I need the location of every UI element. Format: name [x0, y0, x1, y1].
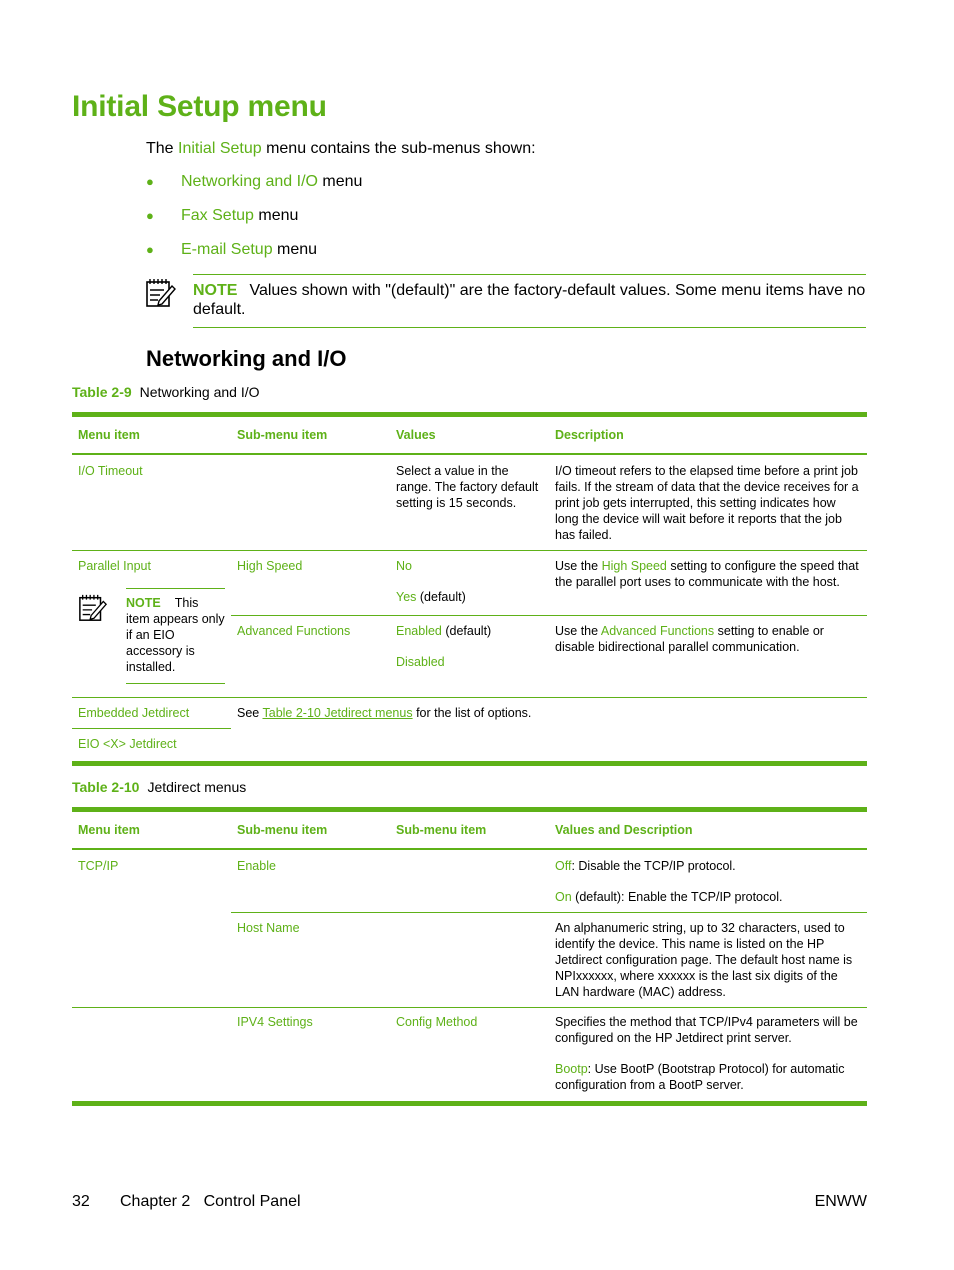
value-disabled[interactable]: Disabled: [396, 654, 445, 669]
note-label: NOTE: [193, 282, 238, 299]
caption-text: Jetdirect menus: [147, 779, 247, 795]
link-networking-io[interactable]: Networking and I/O: [181, 173, 318, 190]
col-header: Sub-menu item: [231, 415, 390, 455]
desc-pre: Use the: [555, 623, 601, 638]
bullet-suffix: menu: [317, 173, 363, 190]
cell-values: Select a value in the range. The factory default setting is 15 seconds.: [390, 454, 549, 551]
intro-pre: The: [146, 140, 179, 157]
col-header: Menu item: [72, 810, 231, 850]
table2-caption: [72, 779, 246, 795]
col-header: Sub-menu item: [390, 810, 549, 850]
table1-caption: [72, 384, 260, 400]
cell-description: [549, 1008, 867, 1104]
link-high-speed-desc[interactable]: High Speed: [601, 559, 667, 573]
list-item: [146, 207, 362, 241]
value-yes[interactable]: Yes: [396, 590, 417, 604]
intro-link-initial-setup[interactable]: Initial Setup: [178, 140, 262, 157]
col-header: Values: [390, 415, 549, 455]
bullet-icon: ●: [146, 208, 154, 223]
off-desc: : Disable the TCP/IP protocol.: [571, 859, 736, 873]
value-no[interactable]: No: [396, 559, 412, 573]
note-text: This item appears only if an EIO accessory is installed.: [126, 596, 225, 674]
value-enabled[interactable]: Enabled: [396, 623, 442, 638]
link-fax-setup[interactable]: Fax Setup: [181, 207, 254, 224]
col-header: Sub-menu item: [231, 810, 390, 850]
value-on[interactable]: On: [555, 890, 572, 904]
link-embedded-jetdirect[interactable]: Embedded Jetdirect: [78, 706, 190, 720]
link-enable[interactable]: Enable: [237, 859, 276, 873]
caption-text: Networking and I/O: [139, 384, 260, 400]
bullet-suffix: menu: [272, 241, 318, 258]
link-email-setup[interactable]: E-mail Setup: [181, 241, 273, 258]
link-eio-jetdirect[interactable]: EIO <X> Jetdirect: [78, 737, 177, 751]
table-row: [72, 551, 867, 616]
cell-description: I/O timeout refers to the elapsed time before a print job fails. If the stream of data that the device receives for a print job gets interrupted, this setting indicates how long the device will wait before it reports that the job has failed.: [549, 454, 867, 551]
table-row: [72, 698, 867, 729]
note-label: NOTE: [126, 596, 161, 610]
table-jetdirect-menus: [72, 807, 867, 1106]
col-header: Menu item: [72, 415, 231, 455]
cell-description: [549, 551, 867, 616]
col-header: Description: [549, 415, 867, 455]
note-icon: [78, 593, 108, 627]
link-high-speed[interactable]: High Speed: [237, 559, 303, 573]
link-tcpip[interactable]: TCP/IP: [78, 859, 119, 873]
on-desc: (default): Enable the TCP/IP protocol.: [571, 890, 783, 904]
bootp-desc: : Use BootP (Bootstrap Protocol) for automatic configuration from a BootP server.: [555, 1062, 845, 1092]
table-row: [72, 729, 867, 764]
caption-label: Table 2-9: [72, 384, 132, 400]
table-row: [72, 1008, 867, 1104]
desc-post: setting to configure the speed that the parallel port uses to communicate with the host.: [555, 559, 859, 589]
see-post: for the list of options.: [412, 706, 532, 720]
col-header: Values and Description: [549, 810, 867, 850]
section-title: Networking and I/O: [146, 346, 347, 371]
bullet-suffix: menu: [253, 207, 299, 224]
bullet-icon: ●: [146, 174, 154, 189]
intro-post: menu contains the sub-menus shown:: [261, 140, 536, 157]
cell-see-also: [231, 698, 867, 729]
note-text: Values shown with "(default)" are the factory-default values. Some menu items have no default.: [193, 282, 866, 318]
link-config-method[interactable]: Config Method: [396, 1015, 478, 1029]
desc-post: setting to enable or disable bidirectional parallel communication.: [555, 623, 824, 654]
bullet-icon: ●: [146, 242, 154, 257]
intro-paragraph: [146, 140, 536, 158]
note-box: [193, 274, 866, 328]
list-item: [146, 241, 362, 275]
value-off[interactable]: Off: [555, 859, 572, 873]
parallel-note: [126, 588, 225, 684]
table-row: [72, 849, 867, 913]
table-row: [72, 454, 867, 551]
link-ipv4-settings[interactable]: IPV4 Settings: [237, 1015, 313, 1029]
submenu-list: [146, 173, 362, 275]
cell-description: [549, 615, 867, 697]
table-networking-io: [72, 412, 867, 766]
desc-pre: Use the: [555, 559, 602, 573]
link-advanced-functions[interactable]: Advanced Functions: [237, 623, 351, 638]
link-advanced-functions-desc[interactable]: Advanced Functions: [600, 623, 715, 638]
caption-label: Table 2-10: [72, 779, 140, 795]
page-title: Initial Setup menu: [72, 90, 327, 123]
list-item: [146, 173, 362, 207]
link-parallel-input[interactable]: Parallel Input: [78, 559, 151, 573]
see-pre: See: [237, 706, 263, 720]
link-io-timeout[interactable]: I/O Timeout: [78, 464, 143, 478]
link-table-2-10[interactable]: Table 2-10 Jetdirect menus: [262, 706, 413, 720]
default-suffix: (default): [441, 623, 492, 638]
page-number: 32: [72, 1193, 90, 1210]
note-icon: [145, 277, 177, 314]
config-desc: Specifies the method that TCP/IPv4 parameters will be configured on the HP Jetdirect print server.: [555, 1015, 858, 1045]
cell-description: An alphanumeric string, up to 32 characters, used to identify the device. This name is listed on the HP Jetdirect configuration page. The default host name is NPIxxxxxx, where xxxxxx is the last six digits of the LAN hardware (MAC) address.: [549, 913, 867, 1008]
link-host-name[interactable]: Host Name: [237, 921, 300, 935]
value-bootp[interactable]: Bootp: [555, 1062, 588, 1076]
cell-description: [549, 849, 867, 913]
chapter-label: Chapter 2 Control Panel: [120, 1193, 301, 1210]
footer-right: ENWW: [814, 1193, 867, 1210]
default-suffix: (default): [416, 590, 466, 604]
